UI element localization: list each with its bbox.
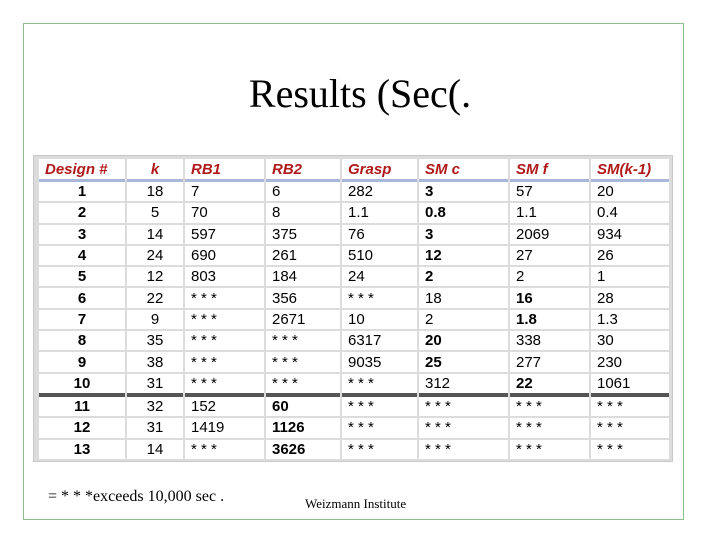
- table-row: [39, 288, 669, 309]
- cell-design: 5: [39, 267, 125, 288]
- header-rb2: RB2: [266, 159, 340, 182]
- cell-smk1: 1061: [591, 374, 669, 397]
- cell-grasp: * * *: [342, 374, 417, 397]
- cell-smc: 18: [419, 288, 508, 309]
- cell-rb2: 60: [266, 397, 340, 418]
- cell-k: 24: [127, 246, 183, 267]
- cell-design: 4: [39, 246, 125, 267]
- cell-rb1: * * *: [185, 331, 264, 352]
- cell-smf: 338: [510, 331, 589, 352]
- slide-title: Results (Sec(.: [248, 71, 472, 116]
- results-table-container: [33, 155, 673, 462]
- cell-design: 6: [39, 288, 125, 309]
- cell-design: 3: [39, 225, 125, 246]
- cell-grasp: 1.1: [342, 203, 417, 224]
- cell-rb1: 690: [185, 246, 264, 267]
- cell-smc: 3: [419, 182, 508, 203]
- cell-smk1: 20: [591, 182, 669, 203]
- header-design: Design #: [39, 159, 125, 182]
- cell-grasp: 9035: [342, 352, 417, 373]
- cell-rb1: * * *: [185, 288, 264, 309]
- cell-grasp: * * *: [342, 440, 417, 461]
- cell-smk1: 30: [591, 331, 669, 352]
- table-row: [39, 331, 669, 352]
- cell-rb2: 3626: [266, 440, 340, 461]
- cell-smc: * * *: [419, 397, 508, 418]
- cell-k: 32: [127, 397, 183, 418]
- table-row: [39, 203, 669, 224]
- cell-smc: * * *: [419, 418, 508, 439]
- cell-design: 11: [39, 397, 125, 418]
- cell-smf: 277: [510, 352, 589, 373]
- cell-k: 35: [127, 331, 183, 352]
- cell-rb2: 1126: [266, 418, 340, 439]
- table-row: [39, 310, 669, 331]
- table-row: [39, 246, 669, 267]
- cell-rb1: * * *: [185, 352, 264, 373]
- table-row: [39, 418, 669, 439]
- cell-grasp: 10: [342, 310, 417, 331]
- cell-smc: 20: [419, 331, 508, 352]
- table-row: [39, 352, 669, 373]
- cell-rb2: 8: [266, 203, 340, 224]
- cell-smf: 2: [510, 267, 589, 288]
- cell-smc: 0.8: [419, 203, 508, 224]
- cell-k: 22: [127, 288, 183, 309]
- cell-smk1: 230: [591, 352, 669, 373]
- table-row: [39, 440, 669, 461]
- cell-grasp: * * *: [342, 288, 417, 309]
- cell-design: 1: [39, 182, 125, 203]
- cell-rb1: * * *: [185, 310, 264, 331]
- cell-smk1: 1: [591, 267, 669, 288]
- table-row: [39, 397, 669, 418]
- cell-smk1: * * *: [591, 397, 669, 418]
- cell-grasp: 6317: [342, 331, 417, 352]
- cell-smc: 2: [419, 310, 508, 331]
- table-row: [39, 374, 669, 397]
- cell-smf: 57: [510, 182, 589, 203]
- cell-rb2: 6: [266, 182, 340, 203]
- cell-grasp: * * *: [342, 397, 417, 418]
- cell-rb1: 597: [185, 225, 264, 246]
- cell-smc: 12: [419, 246, 508, 267]
- cell-grasp: * * *: [342, 418, 417, 439]
- cell-smf: 1.8: [510, 310, 589, 331]
- cell-k: 14: [127, 440, 183, 461]
- cell-smc: 312: [419, 374, 508, 397]
- cell-smk1: 26: [591, 246, 669, 267]
- cell-rb2: * * *: [266, 352, 340, 373]
- header-rb1: RB1: [185, 159, 264, 182]
- cell-rb2: 261: [266, 246, 340, 267]
- cell-smf: * * *: [510, 418, 589, 439]
- cell-rb2: 2671: [266, 310, 340, 331]
- results-table: [37, 159, 671, 461]
- cell-design: 8: [39, 331, 125, 352]
- cell-smc: 25: [419, 352, 508, 373]
- cell-smk1: 0.4: [591, 203, 669, 224]
- cell-grasp: 24: [342, 267, 417, 288]
- cell-smf: * * *: [510, 440, 589, 461]
- cell-smf: 1.1: [510, 203, 589, 224]
- cell-smf: 27: [510, 246, 589, 267]
- cell-rb2: * * *: [266, 374, 340, 397]
- cell-k: 38: [127, 352, 183, 373]
- cell-k: 31: [127, 374, 183, 397]
- cell-design: 9: [39, 352, 125, 373]
- cell-design: 2: [39, 203, 125, 224]
- header-smk1: SM(k-1): [591, 159, 669, 182]
- table-row: [39, 267, 669, 288]
- cell-smk1: 1.3: [591, 310, 669, 331]
- cell-smk1: 934: [591, 225, 669, 246]
- cell-smk1: * * *: [591, 440, 669, 461]
- table-row: [39, 182, 669, 203]
- cell-k: 18: [127, 182, 183, 203]
- cell-k: 14: [127, 225, 183, 246]
- cell-smc: 2: [419, 267, 508, 288]
- header-smc: SM c: [419, 159, 508, 182]
- cell-design: 7: [39, 310, 125, 331]
- cell-rb2: * * *: [266, 331, 340, 352]
- cell-smf: 16: [510, 288, 589, 309]
- cell-design: 10: [39, 374, 125, 397]
- cell-rb1: * * *: [185, 440, 264, 461]
- header-k: k: [127, 159, 183, 182]
- cell-rb1: 70: [185, 203, 264, 224]
- cell-rb1: * * *: [185, 374, 264, 397]
- header-smf: SM f: [510, 159, 589, 182]
- footnote: = * * *exceeds 10,000 sec .: [48, 488, 225, 505]
- cell-k: 9: [127, 310, 183, 331]
- cell-k: 5: [127, 203, 183, 224]
- cell-smf: 2069: [510, 225, 589, 246]
- cell-smk1: * * *: [591, 418, 669, 439]
- cell-smk1: 28: [591, 288, 669, 309]
- cell-rb2: 375: [266, 225, 340, 246]
- cell-smc: 3: [419, 225, 508, 246]
- table-row: [39, 225, 669, 246]
- header-grasp: Grasp: [342, 159, 417, 182]
- cell-rb2: 184: [266, 267, 340, 288]
- cell-rb2: 356: [266, 288, 340, 309]
- cell-smc: * * *: [419, 440, 508, 461]
- cell-k: 31: [127, 418, 183, 439]
- cell-rb1: 7: [185, 182, 264, 203]
- cell-rb1: 152: [185, 397, 264, 418]
- cell-rb1: 803: [185, 267, 264, 288]
- source-label: Weizmann Institute: [305, 496, 407, 511]
- cell-design: 13: [39, 440, 125, 461]
- cell-grasp: 282: [342, 182, 417, 203]
- cell-design: 12: [39, 418, 125, 439]
- table-header-row: [39, 159, 669, 182]
- cell-k: 12: [127, 267, 183, 288]
- cell-rb1: 1419: [185, 418, 264, 439]
- cell-smf: 22: [510, 374, 589, 397]
- cell-grasp: 510: [342, 246, 417, 267]
- cell-grasp: 76: [342, 225, 417, 246]
- cell-smf: * * *: [510, 397, 589, 418]
